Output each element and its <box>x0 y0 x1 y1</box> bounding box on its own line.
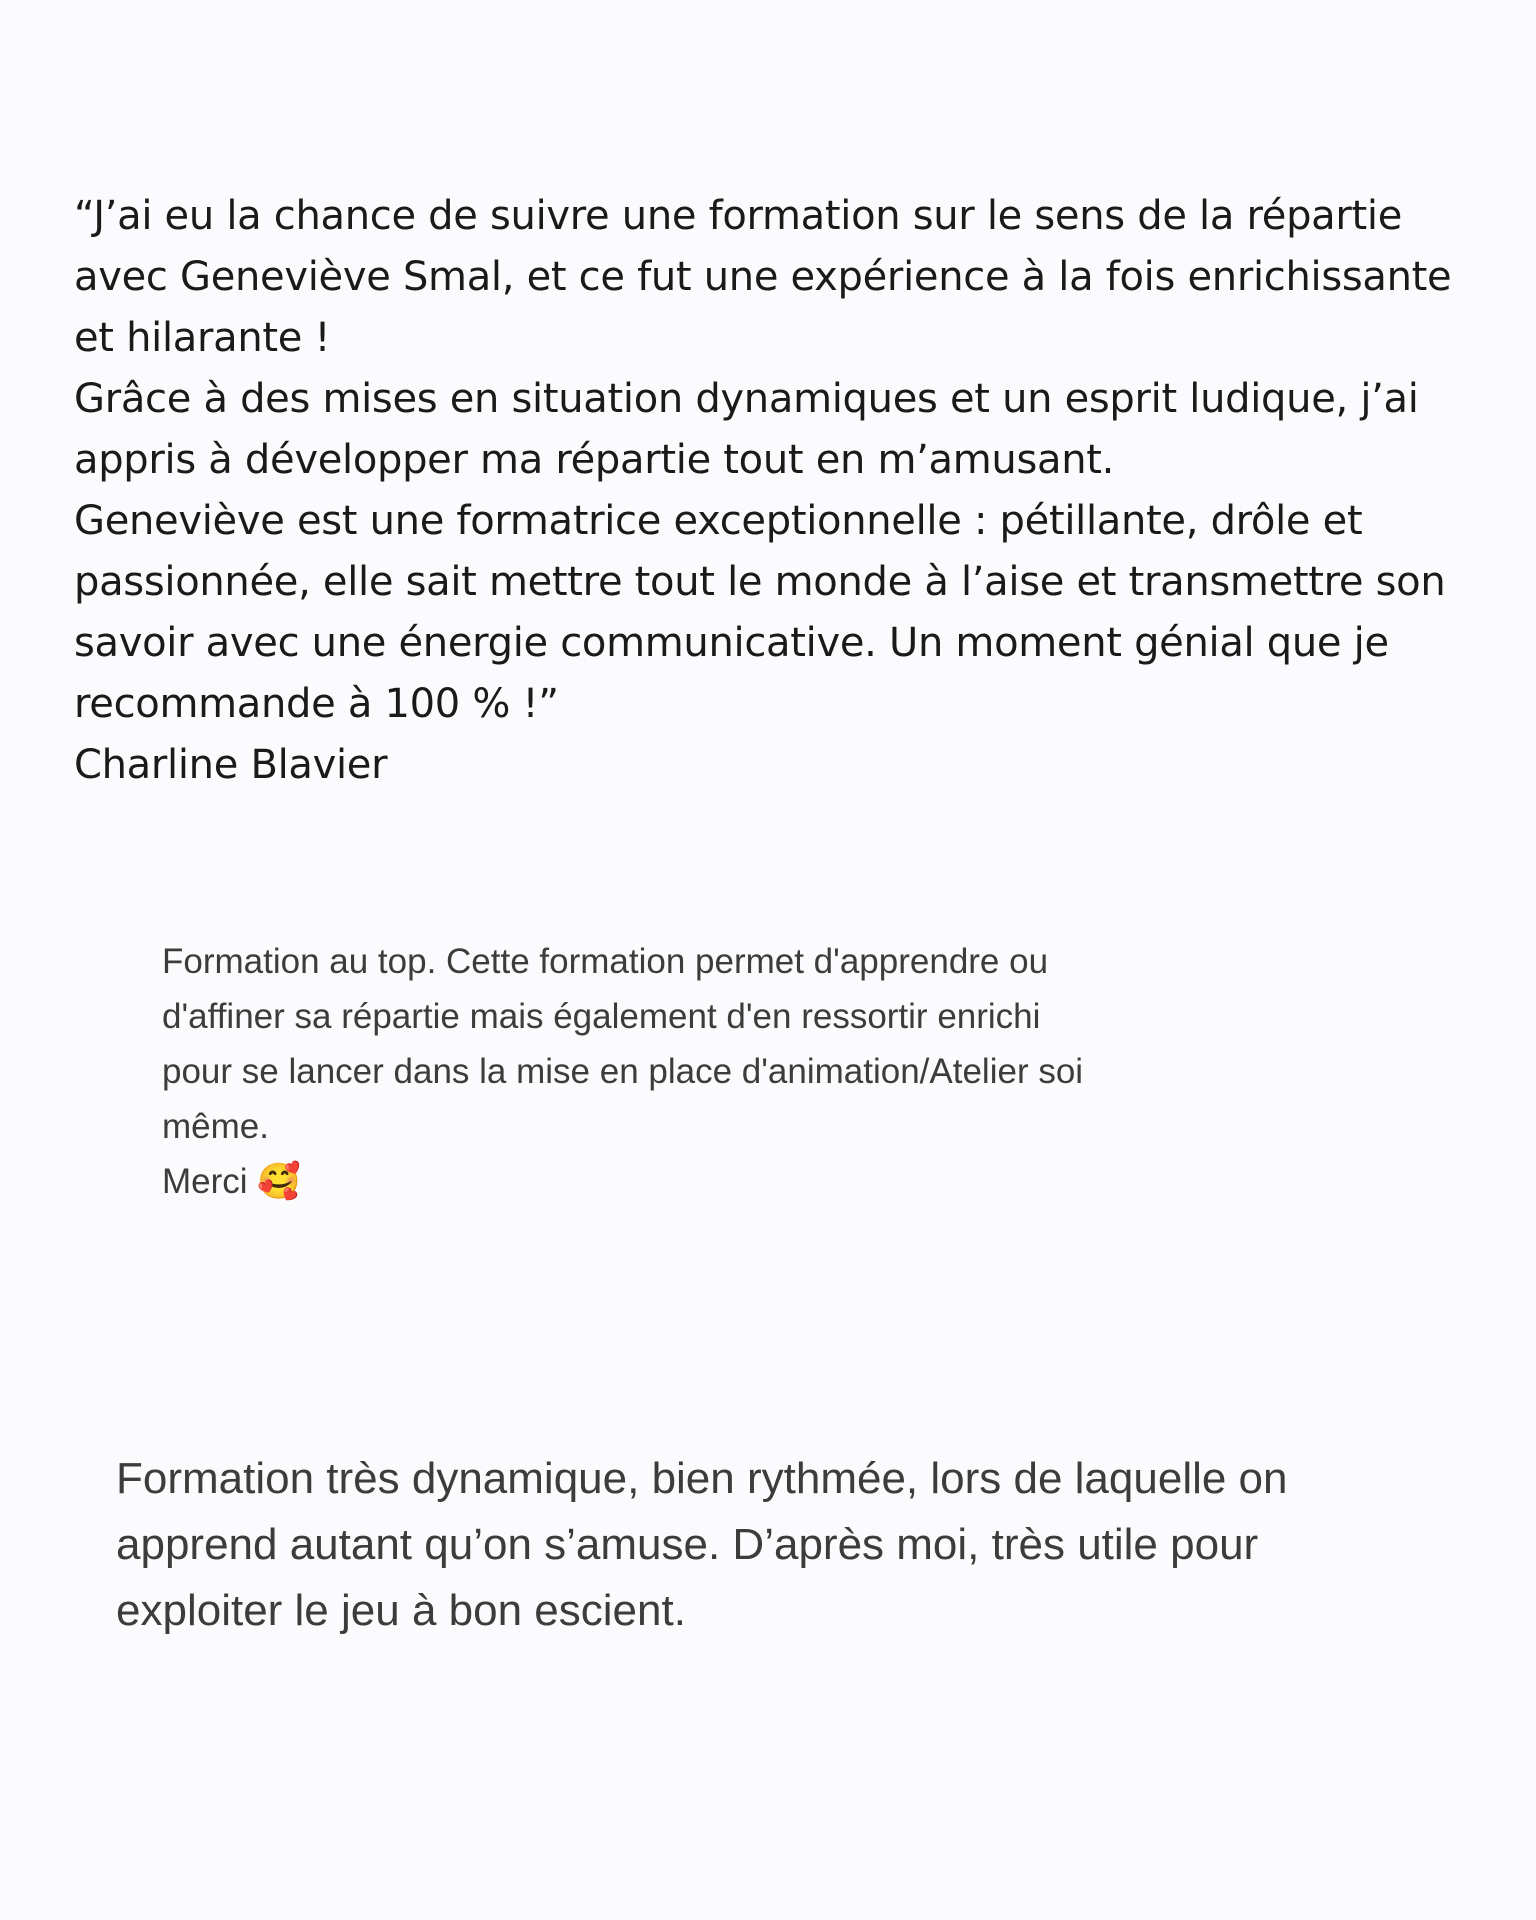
testimonial-closing: Merci 🥰 <box>162 1162 301 1201</box>
testimonial-line: appris à développer ma répartie tout en m’amusant. <box>74 437 1115 483</box>
testimonial-formation-au-top <box>162 934 1262 1209</box>
testimonial-author: Charline Blavier <box>74 742 388 788</box>
testimonial-line: passionnée, elle sait mettre tout le monde à l’aise et transmettre son <box>74 559 1446 605</box>
testimonial-line: avec Geneviève Smal, et ce fut une expérience à la fois enrichissante <box>74 254 1452 300</box>
testimonial-line: Formation très dynamique, bien rythmée, lors de laquelle on <box>116 1454 1288 1503</box>
testimonial-line: apprend autant qu’on s’amuse. D’après moi, très utile pour <box>116 1520 1259 1569</box>
testimonial-line: Geneviève est une formatrice exceptionnelle : pétillante, drôle et <box>74 498 1363 544</box>
testimonial-line: pour se lancer dans la mise en place d'animation/Atelier soi <box>162 1052 1084 1091</box>
testimonial-formation-dynamique <box>116 1446 1456 1644</box>
testimonial-line: même. <box>162 1107 269 1146</box>
testimonial-charline-blavier <box>74 186 1504 796</box>
testimonial-line: exploiter le jeu à bon escient. <box>116 1586 686 1635</box>
testimonial-line: savoir avec une énergie communicative. Un moment génial que je <box>74 620 1389 666</box>
testimonial-line: “J’ai eu la chance de suivre une formation sur le sens de la répartie <box>74 193 1403 239</box>
testimonial-line: recommande à 100 % !” <box>74 681 559 727</box>
testimonial-line: et hilarante ! <box>74 315 331 361</box>
testimonial-line: d'affiner sa répartie mais également d'en ressortir enrichi <box>162 997 1041 1036</box>
testimonial-line: Grâce à des mises en situation dynamiques et un esprit ludique, j’ai <box>74 376 1419 422</box>
testimonial-line: Formation au top. Cette formation permet d'apprendre ou <box>162 942 1049 981</box>
